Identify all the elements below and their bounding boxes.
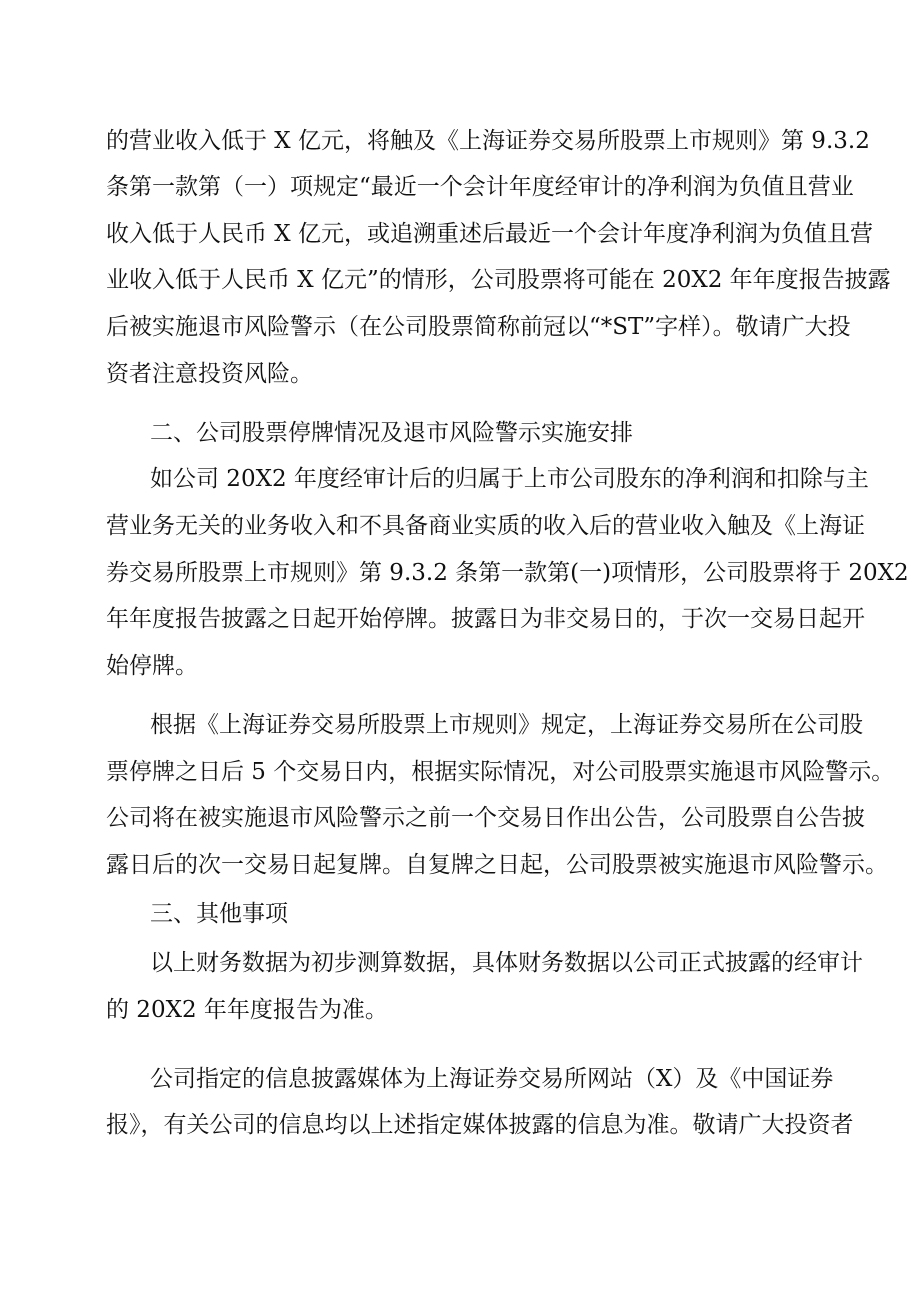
paragraph-line: 公司将在被实施退市风险警示之前一个交易日作出公告，公司股票自公告披 xyxy=(106,805,865,831)
paragraph-line: 业收入低于人民币 X 亿元”的情形，公司股票将可能在 20X2 年年度报告披露 xyxy=(106,267,891,293)
paragraph-line: 票停牌之日后 5 个交易日内，根据实际情况，对公司股票实施退市风险警示。 xyxy=(106,759,895,785)
paragraph-line: 以上财务数据为初步测算数据，具体财务数据以公司正式披露的经审计 xyxy=(150,950,863,976)
paragraph-line: 报》，有关公司的信息均以上述指定媒体披露的信息为准。敬请广大投资者 xyxy=(106,1112,854,1138)
paragraph-line: 收入低于人民币 X 亿元，或追溯重述后最近一个会计年度净利润为负值且营 xyxy=(106,221,873,247)
paragraph-line: 露日后的次一交易日起复牌。自复牌之日起，公司股票被实施退市风险警示。 xyxy=(106,852,888,878)
paragraph-line: 公司指定的信息披露媒体为上海证券交易所网站（X）及《中国证券 xyxy=(150,1066,834,1092)
paragraph-line: 的营业收入低于 X 亿元，将触及《上海证券交易所股票上市规则》第 9.3.2 xyxy=(106,128,870,154)
paragraph-line: 如公司 20X2 年度经审计后的归属于上市公司股东的净利润和扣除与主 xyxy=(150,466,869,492)
section-heading: 三、其他事项 xyxy=(150,901,288,927)
paragraph-line: 的 20X2 年年度报告为准。 xyxy=(106,997,388,1023)
paragraph-line: 后被实施退市风险警示（在公司股票简称前冠以“*ST”字样）。敬请广大投 xyxy=(106,314,851,340)
paragraph-line: 根据《上海证券交易所股票上市规则》规定，上海证券交易所在公司股 xyxy=(150,712,863,738)
paragraph-line: 营业务无关的业务收入和不具备商业实质的收入后的营业收入触及《上海证 xyxy=(106,513,865,539)
paragraph-line: 始停牌。 xyxy=(106,653,198,679)
paragraph-line: 条第一款第（一）项规定“最近一个会计年度经审计的净利润为负值且营业 xyxy=(106,174,854,200)
paragraph-line: 年年度报告披露之日起开始停牌。披露日为非交易日的，于次一交易日起开 xyxy=(106,606,865,632)
paragraph-line: 券交易所股票上市规则》第 9.3.2 条第一款第(一)项情形，公司股票将于 20X2 xyxy=(106,560,909,586)
paragraph-line: 资者注意投资风险。 xyxy=(106,361,313,387)
section-heading: 二、公司股票停牌情况及退市风险警示实施安排 xyxy=(150,420,633,446)
